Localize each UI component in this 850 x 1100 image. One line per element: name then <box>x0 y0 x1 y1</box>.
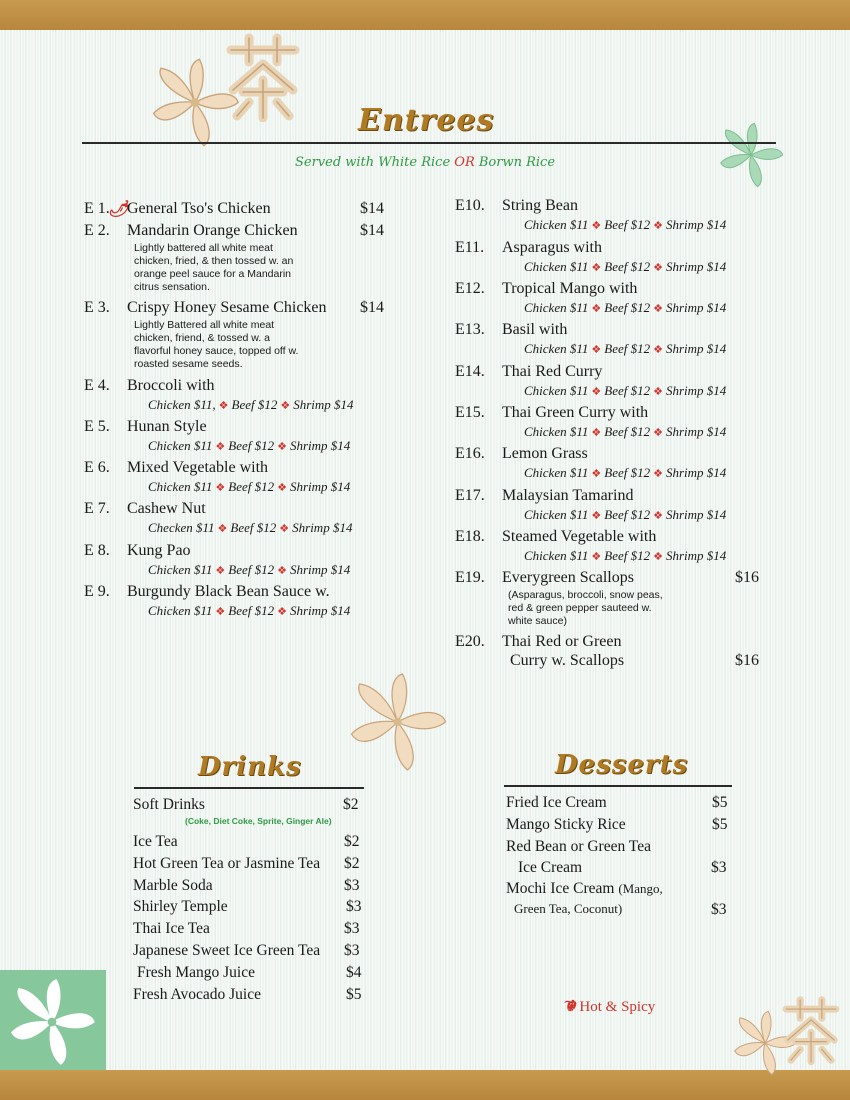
diamond-icon: ❖ <box>218 400 229 412</box>
option-beef: Beef $12 <box>604 548 651 563</box>
item-description: red & green pepper sauteed w. <box>508 602 652 614</box>
dessert-price: $5 <box>712 794 728 811</box>
entrees-subtitle <box>0 155 850 170</box>
item-name: Lemon Grass <box>502 445 588 462</box>
diamond-icon: ❖ <box>215 441 226 453</box>
option-chicken: Chicken $11 <box>524 424 589 439</box>
option-beef: Beef $12 <box>604 341 651 356</box>
dessert-name-text: Red Bean or Green Tea <box>506 838 651 855</box>
bottom-border-bar <box>0 1070 850 1100</box>
option-beef: Beef $12 <box>604 217 651 232</box>
diamond-icon: ❖ <box>217 523 228 535</box>
diamond-icon: ❖ <box>591 510 602 522</box>
dessert-price: $3 <box>711 901 727 918</box>
option-shrimp: Shrimp $14 <box>665 217 727 232</box>
item-name: Thai Red or Green <box>502 633 622 650</box>
item-name: General Tso's Chicken <box>127 200 271 217</box>
drink-name: Marble Soda <box>133 877 213 894</box>
item-name: Kung Pao <box>127 542 191 559</box>
drink-name: Hot Green Tea or Jasmine Tea <box>133 855 321 872</box>
diamond-icon: ❖ <box>277 565 287 577</box>
item-description: chicken, fried, & then tossed w. an <box>134 255 294 267</box>
option-chicken: Chicken $11 <box>148 438 213 453</box>
entrees-title: Entrees <box>358 103 495 138</box>
item-number: E 4. <box>84 377 110 394</box>
option-beef: Beef $12 <box>604 424 651 439</box>
drink-price: $5 <box>346 986 362 1003</box>
item-description: white sauce) <box>508 615 567 627</box>
item-description: Lightly Battered all white meat <box>134 319 275 331</box>
item-name: String Bean <box>502 197 578 214</box>
item-number: E16. <box>455 445 485 462</box>
chili-pepper-icon: 🌶 <box>108 199 129 218</box>
dessert-name-text: Mochi Ice Cream <box>506 880 619 897</box>
option-beef: Beef $12 <box>228 479 275 494</box>
item-number: E11. <box>455 239 485 256</box>
flower-icon <box>2 978 102 1066</box>
protein-options <box>524 341 726 357</box>
item-number: E20. <box>455 633 485 650</box>
item-number: E12. <box>455 280 485 297</box>
diamond-icon: ❖ <box>653 386 663 398</box>
protein-options <box>524 217 726 233</box>
option-chicken: Chicken $11 <box>148 562 213 577</box>
dessert-name-text: Fried Ice Cream <box>506 794 607 811</box>
item-name: Malaysian Tamarind <box>502 487 634 504</box>
diamond-icon: ❖ <box>277 482 287 494</box>
option-chicken: Chicken $11 <box>524 300 589 315</box>
diamond-icon: ❖ <box>591 427 602 439</box>
drinks-title: Drinks <box>198 752 302 782</box>
option-shrimp: Shrimp $14 <box>665 507 727 522</box>
protein-options <box>148 397 354 413</box>
dessert-name-text: Mango Sticky Rice <box>506 816 626 833</box>
item-number: E 5. <box>84 418 110 435</box>
drink-name: Japanese Sweet Ice Green Tea <box>133 942 321 959</box>
item-name: Thai Red Curry <box>502 363 603 380</box>
item-name: Hunan Style <box>127 418 207 435</box>
spicy-legend <box>565 997 655 1016</box>
drink-price: $3 <box>344 942 360 959</box>
diamond-icon: ❖ <box>279 523 290 535</box>
item-description: citrus sensation. <box>134 281 210 293</box>
diamond-icon: ❖ <box>653 344 663 356</box>
subtitle-or: OR <box>454 155 475 170</box>
diamond-icon: ❖ <box>591 386 602 398</box>
item-description: orange peel sauce for a Mandarin <box>134 268 292 280</box>
diamond-icon: ❖ <box>591 468 602 480</box>
option-chicken: Chicken $11 <box>524 341 589 356</box>
protein-options <box>524 507 726 523</box>
item-name: Everygreen Scallops <box>502 569 634 586</box>
option-beef: Beef $12 <box>604 507 651 522</box>
item-number: E 9. <box>84 583 110 600</box>
dessert-name <box>506 880 663 898</box>
item-number: E 3. <box>84 299 110 316</box>
option-chicken: Chicken $11 <box>524 383 589 398</box>
dessert-name <box>506 838 651 856</box>
item-number: E 7. <box>84 500 110 517</box>
item-number: E13. <box>455 321 485 338</box>
item-price: $14 <box>360 299 384 316</box>
subtitle-text: Served with White Rice <box>294 155 455 170</box>
diamond-icon: ❖ <box>215 482 226 494</box>
protein-options <box>148 479 350 495</box>
item-name: Mixed Vegetable with <box>127 459 269 476</box>
spicy-legend-label: Hot & Spicy <box>579 999 656 1015</box>
dessert-name <box>506 816 626 834</box>
diamond-icon: ❖ <box>215 606 226 618</box>
option-chicken: Checken $11 <box>148 520 215 535</box>
drink-name: Fresh Mango Juice <box>137 964 255 981</box>
item-price: $14 <box>360 222 384 239</box>
diamond-icon: ❖ <box>591 262 602 274</box>
item-name-line2: Curry w. Scallops <box>510 652 625 669</box>
diamond-icon: ❖ <box>277 606 287 618</box>
option-shrimp: Shrimp $14 <box>289 479 351 494</box>
option-shrimp: Shrimp $14 <box>665 383 727 398</box>
diamond-icon: ❖ <box>653 427 663 439</box>
item-name: Basil with <box>502 321 568 338</box>
drinks-divider <box>134 787 364 789</box>
tea-character-icon <box>780 993 842 1067</box>
option-beef: Beef $12 <box>228 438 275 453</box>
tea-character-icon <box>222 32 304 122</box>
item-description: chicken, friend, & tossed w. a <box>134 332 270 344</box>
item-description: roasted sesame seeds. <box>134 358 243 370</box>
drink-price: $4 <box>346 964 362 981</box>
dessert-price: $3 <box>711 859 727 876</box>
diamond-icon: ❖ <box>653 220 663 232</box>
drink-price: $2 <box>343 796 359 813</box>
diamond-icon: ❖ <box>653 262 663 274</box>
option-shrimp: Shrimp $14 <box>665 465 727 480</box>
desserts-title: Desserts <box>555 750 689 780</box>
option-chicken: Chicken $11 <box>524 217 589 232</box>
item-number: E17. <box>455 487 485 504</box>
item-name: Broccoli with <box>127 377 215 394</box>
option-shrimp: Shrimp $14 <box>665 259 727 274</box>
item-number: E19. <box>455 569 485 586</box>
diamond-icon: ❖ <box>215 565 226 577</box>
drink-price: $2 <box>344 833 360 850</box>
option-beef: Beef $12 <box>604 383 651 398</box>
item-description: (Asparagus, broccoli, snow peas, <box>508 589 663 601</box>
protein-options <box>148 562 350 578</box>
item-number: E 2. <box>84 222 110 239</box>
item-number: E 1. <box>84 200 110 217</box>
option-shrimp: Shrimp $14 <box>665 424 727 439</box>
top-border-bar <box>0 0 850 30</box>
option-shrimp: Shrimp $14 <box>289 562 351 577</box>
option-shrimp: Shrimp $14 <box>289 603 351 618</box>
diamond-icon: ❖ <box>653 468 663 480</box>
item-number: E15. <box>455 404 485 421</box>
item-number: E 6. <box>84 459 110 476</box>
drink-note: (Coke, Diet Coke, Sprite, Ginger Ale) <box>185 816 332 826</box>
option-shrimp: Shrimp $14 <box>665 548 727 563</box>
dessert-price: $5 <box>712 816 728 833</box>
option-shrimp: Shrimp $14 <box>289 438 351 453</box>
protein-options <box>524 465 726 481</box>
desserts-divider <box>504 785 732 787</box>
diamond-icon: ❖ <box>591 344 602 356</box>
option-chicken: Chicken $11 <box>524 507 589 522</box>
item-number: E10. <box>455 197 485 214</box>
item-name: Mandarin Orange Chicken <box>127 222 298 239</box>
option-beef: Beef $12 <box>604 300 651 315</box>
item-description: Lightly battered all white meat <box>134 242 273 254</box>
chili-pepper-icon: ͠☬ <box>565 999 576 1015</box>
option-chicken: Chicken $11 <box>148 479 213 494</box>
item-price: $16 <box>735 652 759 669</box>
protein-options <box>524 300 726 316</box>
drink-price: $3 <box>346 898 362 915</box>
item-description: flavorful honey sauce, topped off w. <box>134 345 299 357</box>
option-shrimp: Shrimp $14 <box>665 341 727 356</box>
option-shrimp: Shrimp $14 <box>665 300 727 315</box>
diamond-icon: ❖ <box>653 303 663 315</box>
option-shrimp: Shrimp $14 <box>293 397 354 412</box>
diamond-icon: ❖ <box>653 510 663 522</box>
option-chicken: Chicken $11, <box>148 397 216 412</box>
drink-price: $3 <box>344 877 360 894</box>
diamond-icon: ❖ <box>280 400 291 412</box>
option-beef: Beef $12 <box>604 465 651 480</box>
item-name: Crispy Honey Sesame Chicken <box>127 299 327 316</box>
option-shrimp: Shrimp $14 <box>292 520 353 535</box>
diamond-icon: ❖ <box>653 551 663 563</box>
option-beef: Beef $12 <box>228 562 275 577</box>
item-name: Asparagus with <box>502 239 602 256</box>
diamond-icon: ❖ <box>591 551 602 563</box>
protein-options <box>524 424 726 440</box>
drink-name: Fresh Avocado Juice <box>133 986 261 1003</box>
item-name: Cashew Nut <box>127 500 206 517</box>
drink-name: Ice Tea <box>133 833 178 850</box>
option-beef: Beef $12 <box>228 603 275 618</box>
protein-options <box>524 548 726 564</box>
protein-options <box>148 520 352 536</box>
item-number: E 8. <box>84 542 110 559</box>
option-chicken: Chicken $11 <box>524 259 589 274</box>
option-beef: Beef $12 <box>604 259 651 274</box>
diamond-icon: ❖ <box>277 441 287 453</box>
option-beef: Beef $12 <box>230 520 277 535</box>
item-name: Burgundy Black Bean Sauce w. <box>127 583 330 600</box>
protein-options <box>524 259 726 275</box>
diamond-icon: ❖ <box>591 303 602 315</box>
item-price: $16 <box>735 569 759 586</box>
item-price: $14 <box>360 200 384 217</box>
drink-name: Shirley Temple <box>133 898 228 915</box>
protein-options <box>148 603 350 619</box>
item-name: Tropical Mango with <box>502 280 638 297</box>
item-name: Thai Green Curry with <box>502 404 649 421</box>
item-number: E18. <box>455 528 485 545</box>
dessert-name-detail: (Mango, <box>618 881 663 896</box>
dessert-name <box>506 794 607 812</box>
protein-options <box>524 383 726 399</box>
dessert-name-line2: Green Tea, Coconut) <box>514 901 623 916</box>
option-chicken: Chicken $11 <box>148 603 213 618</box>
drink-name: Thai Ice Tea <box>133 920 210 937</box>
item-number: E14. <box>455 363 485 380</box>
item-name: Steamed Vegetable with <box>502 528 657 545</box>
drink-price: $3 <box>344 920 360 937</box>
flower-icon <box>340 672 455 772</box>
protein-options <box>148 438 350 454</box>
diamond-icon: ❖ <box>591 220 602 232</box>
option-chicken: Chicken $11 <box>524 548 589 563</box>
option-beef: Beef $12 <box>231 397 278 412</box>
option-chicken: Chicken $11 <box>524 465 589 480</box>
drink-name: Soft Drinks <box>133 796 205 813</box>
dessert-name-line2: Ice Cream <box>518 859 583 876</box>
entrees-divider <box>82 142 776 144</box>
subtitle-text: Borwn Rice <box>474 155 556 170</box>
drink-price: $2 <box>344 855 360 872</box>
